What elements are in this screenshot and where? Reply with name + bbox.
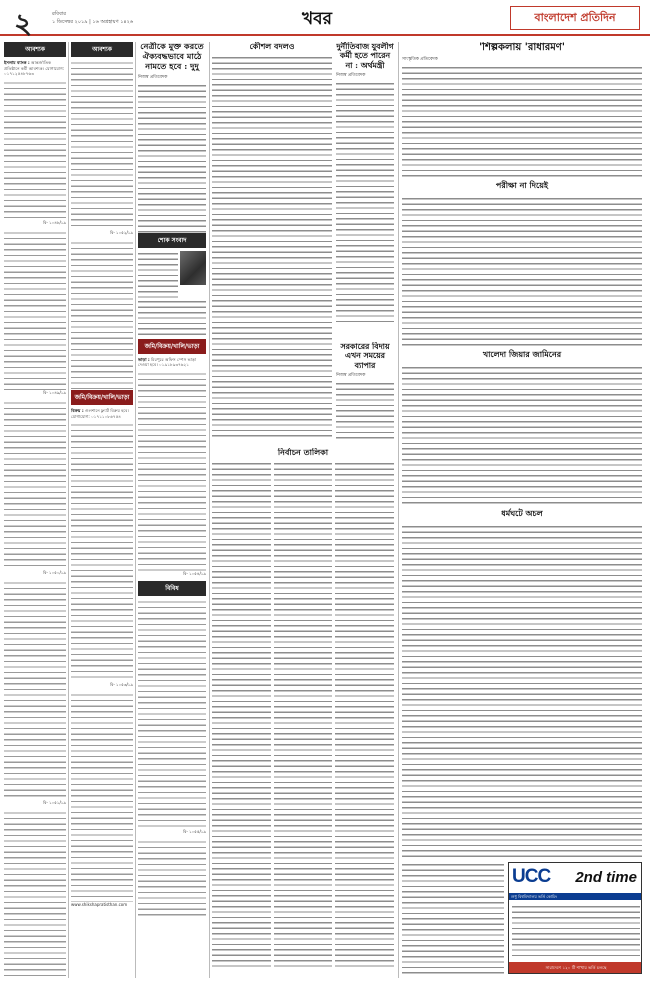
- classified-heading: জমি/বিক্রয়/খালি/ভাড়া: [138, 339, 206, 354]
- story-body: [335, 461, 394, 971]
- classified-ref: বি- ১০৫১/১৯: [42, 799, 66, 805]
- story-body: [212, 461, 271, 971]
- story-body: [212, 55, 332, 439]
- story-strategy: [212, 42, 332, 442]
- byline: সাংস্কৃতিক প্রতিবেদক: [402, 57, 438, 62]
- headline-finance-minister[interactable]: দুর্নীতিবাজ যুবলীগ কর্মী হতে পারেন না : অর্থমন্ত্রী: [336, 42, 394, 70]
- classified-text-block: [71, 692, 133, 902]
- classified-text-block: [138, 839, 206, 919]
- obituary-block: [138, 251, 206, 299]
- section-title: খবর: [302, 9, 332, 29]
- classified-ref: বি- ১০৪৮/১৯: [42, 219, 66, 225]
- classified-ref: বি- ১০৫৫/১৯: [182, 828, 206, 834]
- story-election-list: [212, 448, 394, 978]
- byline: নিজস্ব প্রতিবেদক: [336, 73, 366, 79]
- classified-ref: বি- ১০৫৩/১৯: [109, 682, 133, 688]
- classified-heading: আবশ্যক: [4, 42, 66, 57]
- classified-website[interactable]: www.shikshapratisthan.com: [71, 902, 128, 908]
- classified-text-block: [4, 810, 66, 978]
- headline-shilpakala[interactable]: 'শিল্পকলায় 'রাধারমণ': [479, 42, 565, 53]
- headline-election-list[interactable]: নির্বাচন তালিকা: [277, 448, 329, 457]
- classified-text-block: [4, 80, 66, 220]
- story-body: [402, 65, 642, 177]
- masthead-logo[interactable]: [510, 6, 640, 30]
- classified-heading: আবশ্যক: [71, 42, 133, 57]
- story-body: [138, 83, 206, 233]
- classified-item: ইসলাম ব্যাংক : আন্তর্জাতিক প্রতিষ্ঠানে কর্মী আবশ্যক। যোগাযোগ: ০১৭১২৫৪৮৭৬৩: [4, 60, 65, 77]
- classified-heading: জমি/বিক্রয়/খালি/ভাড়া: [71, 390, 133, 405]
- classified-item: বিক্রয় : গুলশানে ফ্ল্যাট বিক্রয় হবে। যোগাযোগ: ০১৭১১০৮৬৭৫৪: [71, 408, 129, 419]
- obituary-photo: [180, 251, 206, 285]
- classified-ref: বি- ১০৫২/১৯: [109, 230, 133, 235]
- masthead-text: বাংলাদেশ প্রতিদিন: [534, 10, 616, 24]
- story-body: [402, 365, 642, 505]
- story-continuation: [402, 862, 504, 978]
- ucc-logo: UCC: [512, 866, 551, 887]
- subheadline-strike[interactable]: ধর্মঘটে অচল: [501, 508, 543, 518]
- classified-text-block: [4, 230, 66, 390]
- date-line: ১ ডিসেম্বর ২০১৯ | ১৬ অগ্রহায়ণ ১৪২৬: [52, 19, 134, 25]
- story-body: [336, 381, 394, 441]
- classified-text-block: [4, 400, 66, 570]
- page-number: ২: [14, 7, 33, 40]
- classified-text-block: [71, 422, 133, 682]
- obituary-heading: শোক সংবাদ: [138, 233, 206, 248]
- subheadline-exam[interactable]: পরীক্ষা না দিয়েই: [495, 180, 549, 190]
- classified-item: ভাড়া : মিরপুরে অফিস স্পেস ভাড়া দেওয়া হবে। ০১৯১৮৯৩৭৬২১: [138, 356, 197, 368]
- classified-text-block: [138, 371, 206, 571]
- story-body: [336, 81, 394, 325]
- classifieds-column-1: [4, 42, 66, 978]
- ucc-ad-body: [512, 904, 640, 960]
- story-body: [402, 196, 642, 346]
- classified-ref: বি- ১০৪৯/১৯: [42, 389, 66, 395]
- subheadline-bail[interactable]: খালেদা জিয়ার জামিনের: [482, 349, 562, 359]
- ucc-tagline-bar: শুধু বিশ্ববিদ্যালয় ভর্তি কোচিং: [509, 893, 642, 900]
- headline-strategy[interactable]: কৌশল বদলও: [249, 42, 295, 51]
- byline: নিজস্ব প্রতিবেদক: [336, 373, 366, 379]
- classified-text-block: [71, 60, 133, 230]
- story-body: [402, 862, 504, 974]
- story-shilpakala: [402, 42, 642, 858]
- classified-heading: বিবিধ: [138, 581, 206, 596]
- ucc-advertisement[interactable]: [508, 862, 642, 974]
- classified-text-block: [71, 240, 133, 390]
- obituary-text: [138, 299, 206, 339]
- story-body: [274, 461, 333, 971]
- ucc-headline: 2nd time: [575, 869, 637, 886]
- headline-government[interactable]: সরকারের বিদায় এখন সময়ের ব্যাপার: [340, 342, 390, 370]
- classified-ref: বি- ১০৫০/১৯: [42, 569, 66, 575]
- story-body: [402, 524, 642, 858]
- classified-text-block: [138, 599, 206, 829]
- obituary-text: [138, 251, 178, 299]
- classified-text-block: [4, 580, 66, 800]
- day-label: রবিবার: [52, 11, 66, 17]
- classified-ref: বি- ১০৫৪/১৯: [182, 570, 206, 576]
- headline-dudu[interactable]: নেত্রীকে মুক্ত করতে ঐক্যবদ্ধভাবে মাঠে নামতে হবে : দুদু: [140, 42, 204, 71]
- page-header: [0, 0, 650, 40]
- classifieds-column-2: [71, 42, 133, 978]
- story-government: [336, 342, 394, 442]
- ucc-footer: সারাদেশে ১২০ টি শাখায় ভর্তি চলছে: [509, 962, 642, 973]
- column-3: [138, 42, 206, 978]
- story-finance-minister: [336, 42, 394, 342]
- byline: নিজস্ব প্রতিবেদক: [138, 74, 168, 80]
